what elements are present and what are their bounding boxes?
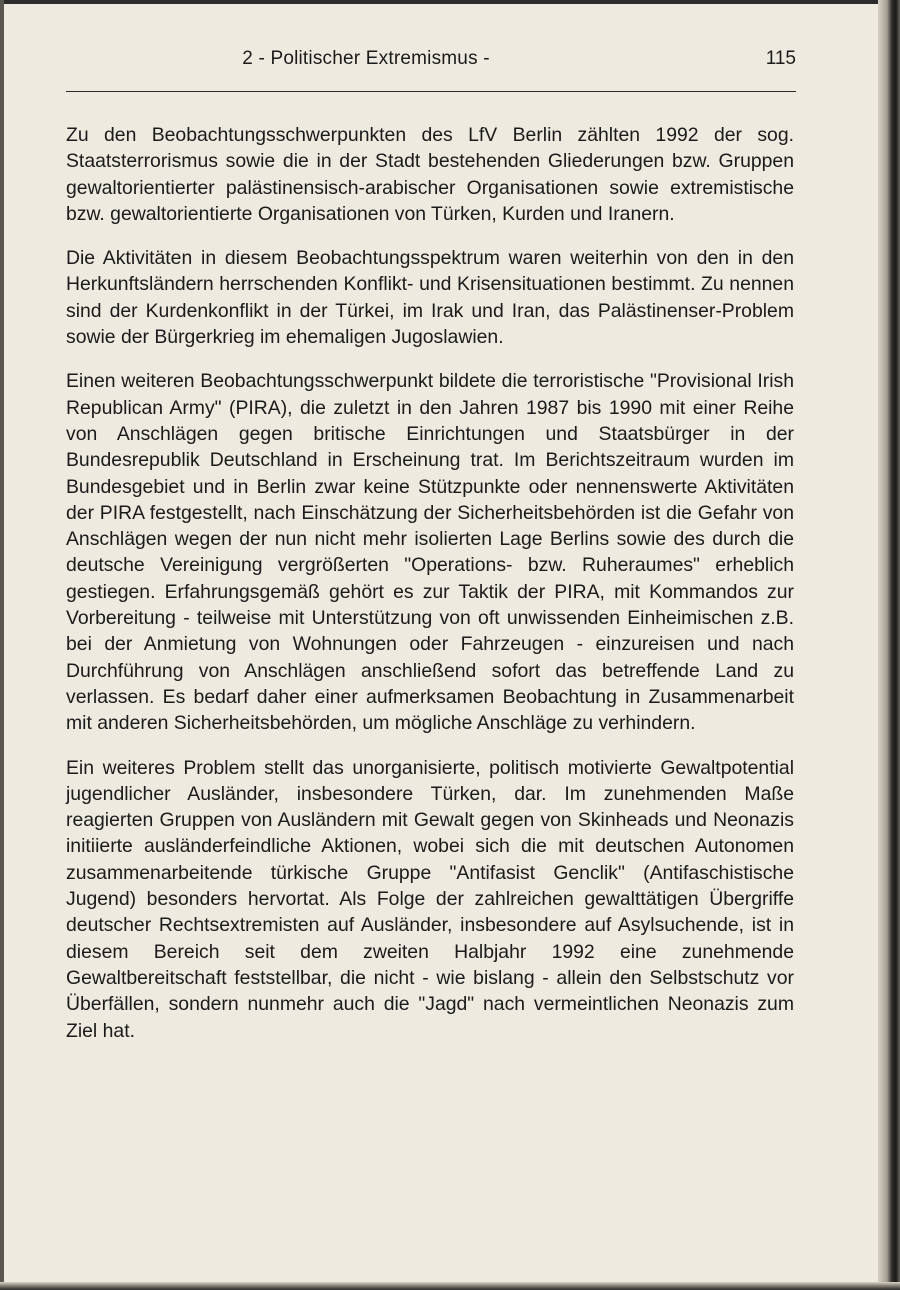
header-divider	[66, 91, 796, 92]
paragraph-4: Ein weiteres Problem stellt das unorganisierte, politisch motivierte Gewaltpotential jugendlicher Ausländer, insbesondere Türken, dar. Im zunehmenden Maße reagierten Gruppen von Ausländern mit Gewalt gegen von Skinheads und Neonazis initiierte ausländerfeindliche Aktionen, wobei sich die mit deutschen Autonomen zusammenarbeitende türkische Gruppe "Antifasist Genclik" (Antifaschistische Jugend) besonders hervortat. Als Folge der zahlreichen gewalttätigen Übergriffe deutscher Rechtsextremisten auf Ausländer, insbesondere auf Asylsuchende, ist in diesem Bereich seit dem zweiten Halbjahr 1992 eine zunehmende Gewaltbereitschaft feststellbar, die nicht - wie bislang - allein den Selbstschutz vor Überfällen, sondern nunmehr auch die "Jagd" nach vermeintlichen Neonazis zum Ziel hat.	[66, 756, 794, 1042]
paragraph-1: Zu den Beobachtungsschwerpunkten des LfV Berlin zählten 1992 der sog. Staatsterrorismus sowie die in der Stadt bestehenden Gliederungen bzw. Gruppen gewaltorientierter palästinensisch-arabischer Organisationen sowie extremistische bzw. gewaltorientierte Organisationen von Türken, Kurden und Iranern.	[66, 124, 794, 225]
page-number: 115	[765, 48, 796, 69]
page-left-edge	[0, 0, 4, 1290]
body-text	[66, 122, 794, 1062]
chapter-title: 2 - Politischer Extremismus -	[242, 48, 490, 69]
paragraph-3: Einen weiteren Beobachtungsschwerpunkt bildete die terroristische "Provisional Irish Republican Army" (PIRA), die zuletzt in den Jahren 1987 bis 1990 mit einer Reihe von Anschlägen gegen britische Einrichtungen und Staatsbürger in der Bundesrepublik Deutschland in Erscheinung trat. Im Berichtszeitraum wurden im Bundesgebiet und in Berlin zwar keine Stützpunkte oder nennenswerte Aktivitäten der PIRA festgestellt, nach Einschätzung der Sicherheitsbehörden ist die Gefahr von Anschlägen wegen der nun nicht mehr isolierten Lage Berlins sowie des durch die deutsche Vereinigung vergrößerten "Operations- bzw. Ruheraumes" erheblich gestiegen. Erfahrungsgemäß gehört es zur Taktik der PIRA, mit Kommandos zur Vorbereitung - teilweise mit Unterstützung von oft unwissenden Einheimischen z.B. bei der Anmietung von Wohnungen oder Fahrzeugen - einzureisen und nach Durchführung von Anschlägen anschließend sofort das betreffende Land zu verlassen. Es bedarf daher einer aufmerksamen Beobachtung in Zusammenarbeit mit anderen Sicherheitsbehörden, um mögliche Anschläge zu verhindern.	[66, 370, 794, 735]
running-header	[66, 46, 796, 78]
page-bottom-edge	[0, 1282, 900, 1290]
paragraph-2: Die Aktivitäten in diesem Beobachtungsspektrum waren weiterhin von den in den Herkunftsländern herrschenden Konflikt- und Krisensituationen bestimmt. Zu nennen sind der Kurdenkonflikt in der Türkei, im Irak und Iran, das Palästinenser-Problem sowie der Bürgerkrieg im ehemaligen Jugoslawien.	[66, 247, 794, 349]
book-spine-edge	[878, 0, 900, 1290]
page-top-edge	[0, 0, 900, 4]
